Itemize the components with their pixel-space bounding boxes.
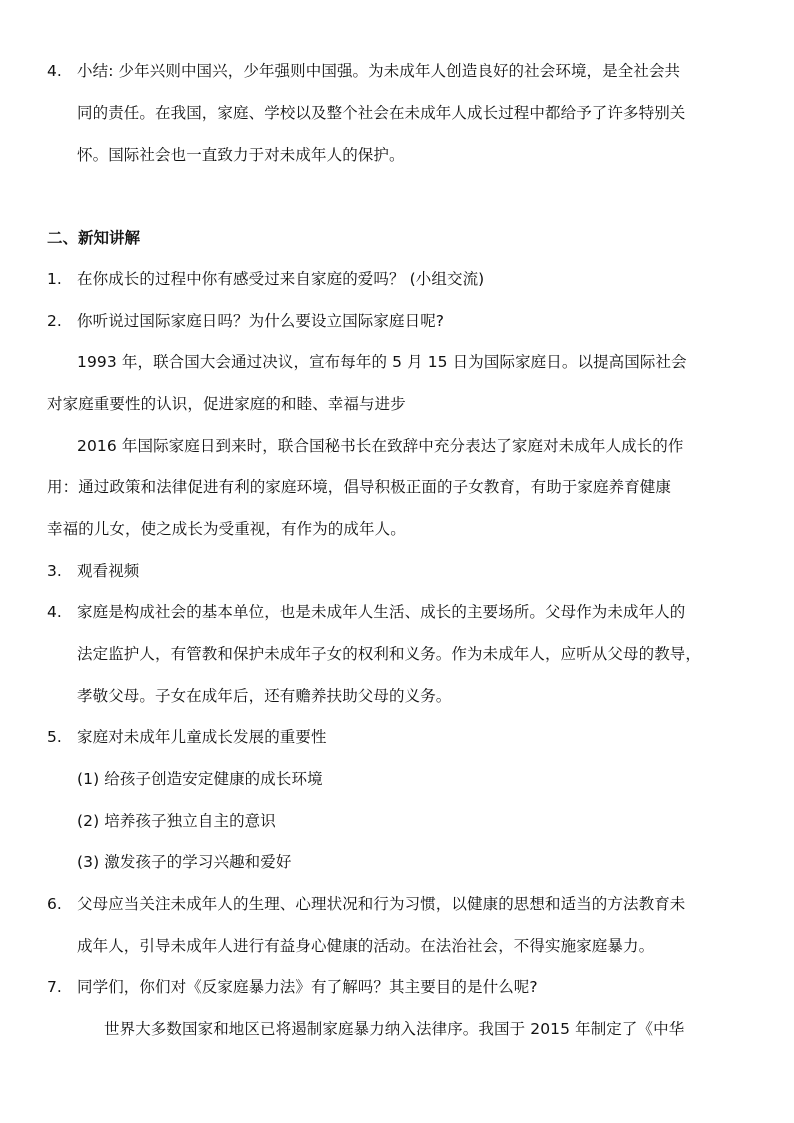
paragraph-line: 怀。国际社会也一直致力于对未成年人的保护。 [77,146,405,164]
list-item-text: 家庭对未成年儿童成长发展的重要性 [77,728,327,746]
paragraph-line: 父母应当关注未成年人的生理、心理状况和行为习惯，以健康的思想和适当的方法教育未 [77,895,686,913]
paragraph-line: 2016 年国际家庭日到来时，联合国秘书长在致辞中充分表达了家庭对未成年人成长的作 [77,437,684,455]
paragraph-line: 用：通过政策和法律促进有利的家庭环境，倡导积极正面的子女教育，有助于家庭养育健康 [47,478,672,496]
list-number: 3. [47,562,62,580]
paragraph-line: 法定监护人，有管教和保护未成年子女的权利和义务。作为未成年人，应听从父母的教导， [77,645,702,663]
list-number: 7. [47,978,62,996]
list-item-text: 在你成长的过程中你有感受过来自家庭的爱吗？ (小组交流) [77,270,485,288]
paragraph-line: 小结: 少年兴则中国兴，少年强则中国强。为未成年人创造良好的社会环境，是全社会共 [77,62,681,80]
paragraph-line: 对家庭重要性的认识，促进家庭的和睦、幸福与进步 [47,395,406,413]
paragraph-line: 世界大多数国家和地区已将遏制家庭暴力纳入法律序。我国于 2015 年制定了《中华 [104,1020,685,1038]
paragraph-line: 幸福的儿女，使之成长为受重视，有作为的成年人。 [47,520,406,538]
section-heading: 二、新知讲解 [47,229,141,247]
paragraph-line: 成年人，引导未成年人进行有益身心健康的活动。在法治社会，不得实施家庭暴力。 [77,937,655,955]
sub-item: (1) 给孩子创造安定健康的成长环境 [77,770,323,788]
list-item-text: 同学们，你们对《反家庭暴力法》有了解吗？其主要目的是什么呢? [77,978,538,996]
list-number: 4. [47,62,62,80]
list-number: 1. [47,270,62,288]
list-number: 4. [47,603,62,621]
paragraph-line: 家庭是构成社会的基本单位，也是未成年人生活、成长的主要场所。父母作为未成年人的 [77,603,686,621]
list-item-text: 观看视频 [77,562,140,580]
paragraph-line: 同的责任。在我国，家庭、学校以及整个社会在未成年人成长过程中都给予了许多特别关 [77,104,686,122]
sub-item: (2) 培养孩子独立自主的意识 [77,812,276,830]
paragraph-line: 1993 年，联合国大会通过决议，宣布每年的 5 月 15 日为国际家庭日。以提高国际社会 [77,353,687,371]
paragraph-line: 孝敬父母。子女在成年后，还有赡养扶助父母的义务。 [77,687,452,705]
list-number: 6. [47,895,62,913]
sub-item: (3) 激发孩子的学习兴趣和爱好 [77,853,292,871]
list-item-text: 你听说过国际家庭日吗？为什么要设立国际家庭日呢? [77,312,445,330]
list-number: 5. [47,728,62,746]
list-number: 2. [47,312,62,330]
